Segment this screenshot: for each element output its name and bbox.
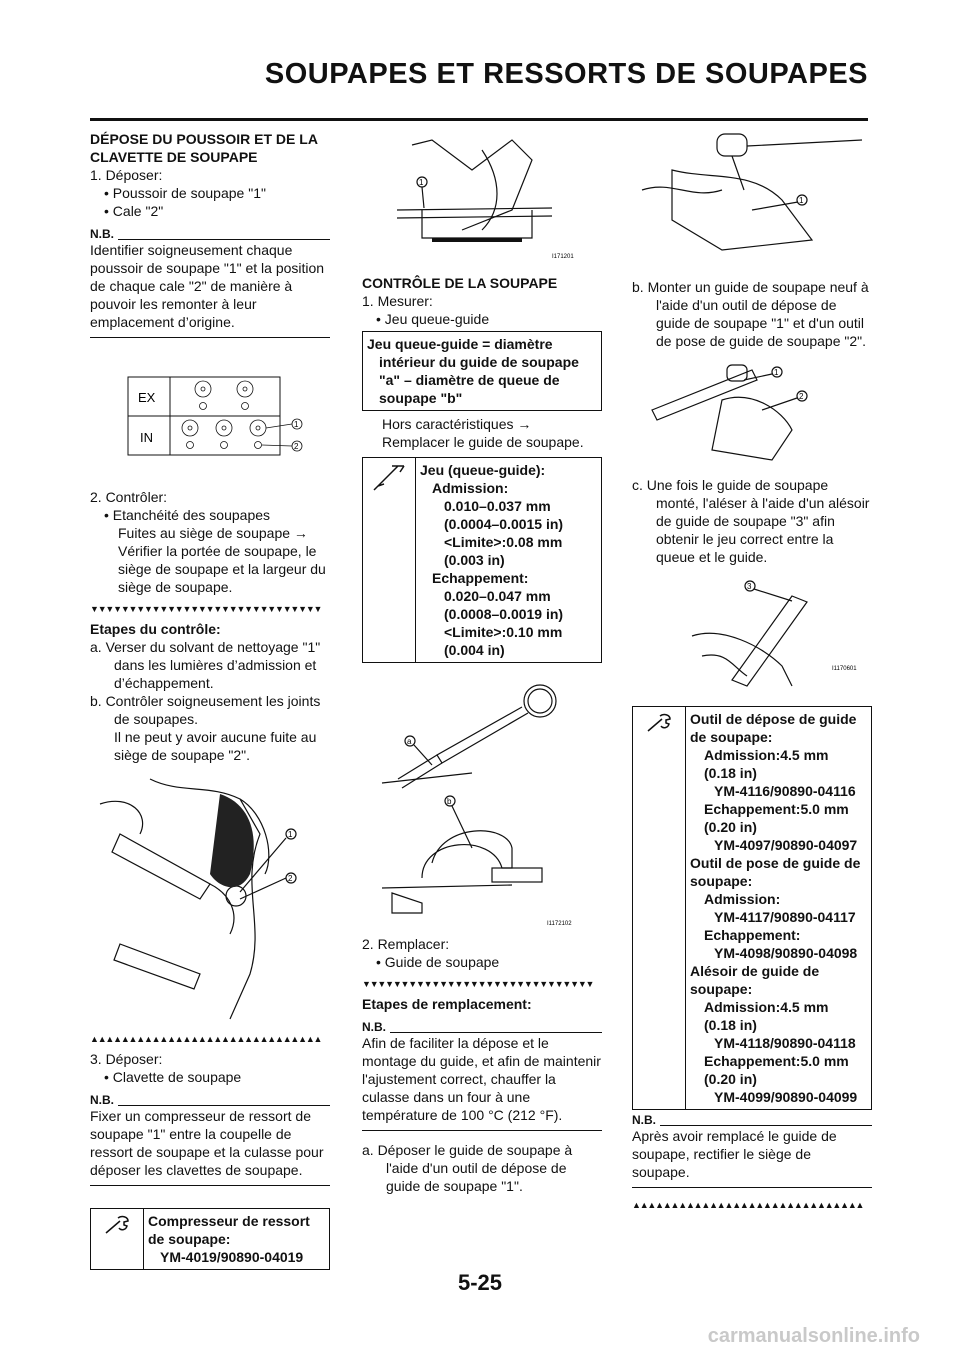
section-heading: CONTRÔLE DE LA SOUPAPE [362,275,558,291]
svg-text:1: 1 [294,420,299,429]
valve-spring-compressor-illustration [362,130,602,270]
tool1-adm-in: (0.18 in) [704,765,757,781]
step: 3. Déposer: [90,1051,163,1067]
bullet: • Guide de soupape [376,954,500,970]
tool3-ech-in: (0.20 in) [704,1071,757,1087]
note-label: N.B. [362,1020,386,1034]
caliper-icon [372,464,406,662]
step: 2. Remplacer: [362,936,450,952]
spec-ech-limit: <Limite>:0.10 mm [444,624,563,640]
section-heading-line2: CLAVETTE DE SOUPAPE [90,149,258,165]
svg-text:2: 2 [799,392,804,401]
tool-number: YM-4019/90890-04019 [160,1249,304,1265]
substep-b-text: Il ne peut y avoir aucune fuite au siège de soupape "2". [114,729,317,763]
steps-start-marker: ▼▼▼▼▼▼▼▼▼▼▼▼▼▼▼▼▼▼▼▼▼▼▼▼▼▼▼▼▼▼ [362,979,594,989]
valve-layout-diagram [90,374,330,464]
spec-adm-limit-in: (0.003 in) [444,552,505,568]
spec-adm-limit: <Limite>:0.08 mm [444,534,563,550]
tool3-name: Alésoir de guide de soupape: [690,963,820,997]
steps-end-marker: ▲▲▲▲▲▲▲▲▲▲▲▲▲▲▲▲▲▲▲▲▲▲▲▲▲▲▲▲▲▲ [632,1200,864,1210]
svg-text:2: 2 [288,874,293,883]
column-3 [632,130,872,1216]
wrench-icon [644,713,674,1109]
spec-ech-limit-in: (0.004 in) [444,642,505,658]
figure-code: I1170601 [832,666,857,672]
steps-heading: Etapes de remplacement: [362,996,532,1012]
svg-text:1: 1 [288,830,293,839]
note-label: N.B. [90,1093,114,1107]
valve-leak-test-illustration [90,774,330,1024]
substep-a: a. Déposer le guide de soupape à l'aide d'un outil de dépose de guide de soupape "1". [362,1142,573,1194]
spec-ech-in: (0.0008–0.0019 in) [444,606,564,622]
tool1-adm-num: YM-4116/90890-04116 [714,783,856,799]
note-block [632,1114,872,1188]
tool1-adm: Admission:4.5 mm [704,747,829,763]
tool2-adm-num: YM-4117/90890-04117 [714,909,856,925]
column-1 [90,130,330,1270]
bullet: • Jeu queue-guide [376,311,490,327]
bore-gauge-micrometer-illustration [362,663,602,931]
spec-title: Jeu (queue-guide): [420,462,546,478]
svg-text:1: 1 [419,178,424,187]
note-text: Afin de faciliter la dépose et le montage du guide, et afin de maintenir l'ajustement correct, chauffer la culasse dans un four à une température de 100 °C (212 °F). [362,1035,601,1123]
note-block [90,1094,330,1186]
tool1-name: Outil de dépose de guide de soupape: [690,711,857,745]
tool1-ech-num: YM-4097/90890-04097 [714,837,858,853]
steps-end-marker: ▲▲▲▲▲▲▲▲▲▲▲▲▲▲▲▲▲▲▲▲▲▲▲▲▲▲▲▲▲▲ [90,1034,322,1044]
substep-b: b. Monter un guide de soupape neuf à l'aide d'un outil de dépose de guide de soupape "1" et d'un outil de pose de guide de soupape "2". [632,279,869,349]
header-rule [90,118,868,121]
steps-heading: Etapes du contrôle: [90,621,221,637]
svg-text:2: 2 [294,442,299,451]
spec-ech: Echappement: [432,570,529,586]
section-heading: DÉPOSE DU POUSSOIR ET DE LA [90,131,318,147]
tool1-ech: Echappement:5.0 mm [704,801,849,817]
step: 1. Mesurer: [362,293,433,309]
in-label: IN [140,430,153,445]
reamer-illustration [632,566,872,696]
note-text: Après avoir remplacé le guide de soupape, rectifier le siège de soupape. [632,1128,837,1180]
figure-code: I1172102 [547,921,572,927]
note-label: N.B. [632,1113,656,1127]
tool-box [632,706,872,1110]
formula-box [362,331,602,411]
watermark: carmanualsonline.info [707,1325,920,1347]
guide-install-illustration [632,350,872,470]
formula-text: Jeu queue-guide = diamètre intérieur du guide de soupape "a" – diamètre de queue de soupape "b" [367,336,579,406]
figure-code: I171201 [552,254,574,260]
tool1-ech-in: (0.20 in) [704,819,757,835]
page-number: 5-25 [457,1270,503,1295]
tool3-adm-num: YM-4118/90890-04118 [714,1035,856,1051]
tool3-ech-num: YM-4099/90890-04099 [714,1089,858,1105]
column-2 [362,130,602,1195]
note-text: Fixer un compresseur de ressort de soupape "1" entre la coupelle de ressort de soupape et la culasse pour déposer les clavettes de soupape. [90,1108,324,1178]
tool2-adm: Admission: [704,891,781,907]
note-block [90,228,330,338]
bullet: • Poussoir de soupape "1" [104,185,266,201]
step: 2. Contrôler: [90,489,168,505]
bullet: • Clavette de soupape [104,1069,242,1085]
note-label: N.B. [90,227,114,241]
bullet: • Etanchéité des soupapes [104,507,271,523]
spec-box [362,457,602,663]
substep-a: a. Verser du solvant de nettoyage "1" dans les lumières d’admission et d’échappement. [90,639,321,691]
bullet-text: Fuites au siège de soupape → Vérifier la portée de soupape, le siège de soupape et la largeur du siège de soupape. [118,525,326,595]
steps-start-marker: ▼▼▼▼▼▼▼▼▼▼▼▼▼▼▼▼▼▼▼▼▼▼▼▼▼▼▼▼▼▼ [90,604,322,614]
page-title: SOUPAPES ET RESSORTS DE SOUPAPES [264,58,868,90]
tool-box [90,1208,330,1270]
tool2-name: Outil de pose de guide de soupape: [690,855,861,889]
note-block [362,1021,602,1131]
svg-text:b: b [447,797,452,806]
substep-c: c. Une fois le guide de soupape monté, l'aléser à l'aide d'un alésoir de guide de soupape "3" afin obtenir le jeu correct entre la queue et le guide. [632,477,870,565]
out-of-spec-text: Hors caractéristiques → Remplacer le guide de soupape. [382,416,584,450]
wrench-icon [102,1215,132,1269]
svg-text:a: a [407,737,412,746]
spec-ech-val: 0.020–0.047 mm [444,588,551,604]
bullet: • Cale "2" [104,203,164,219]
tool3-adm-in: (0.18 in) [704,1017,757,1033]
tool-name: Compresseur de ressort de soupape: [148,1213,310,1247]
tool2-ech: Echappement: [704,927,801,943]
guide-removal-illustration [632,130,872,260]
note-text: Identifier soigneusement chaque poussoir de soupape "1" et la position de chaque cale "2" de manière à pouvoir les remonter à leur emplacement d’origine. [90,242,325,330]
ex-label: EX [138,390,156,405]
substep-b: b. Contrôler soigneusement les joints de soupapes. [90,693,321,727]
svg-text:1: 1 [799,196,804,205]
spec-adm: Admission: [432,480,509,496]
spec-adm-val: 0.010–0.037 mm [444,498,551,514]
tool2-ech-num: YM-4098/90890-04098 [714,945,858,961]
svg-text:1: 1 [774,368,779,377]
tool3-ech: Echappement:5.0 mm [704,1053,849,1069]
spec-adm-in: (0.0004–0.0015 in) [444,516,564,532]
step: 1. Déposer: [90,167,163,183]
tool3-adm: Admission:4.5 mm [704,999,829,1015]
svg-text:3: 3 [747,582,752,591]
